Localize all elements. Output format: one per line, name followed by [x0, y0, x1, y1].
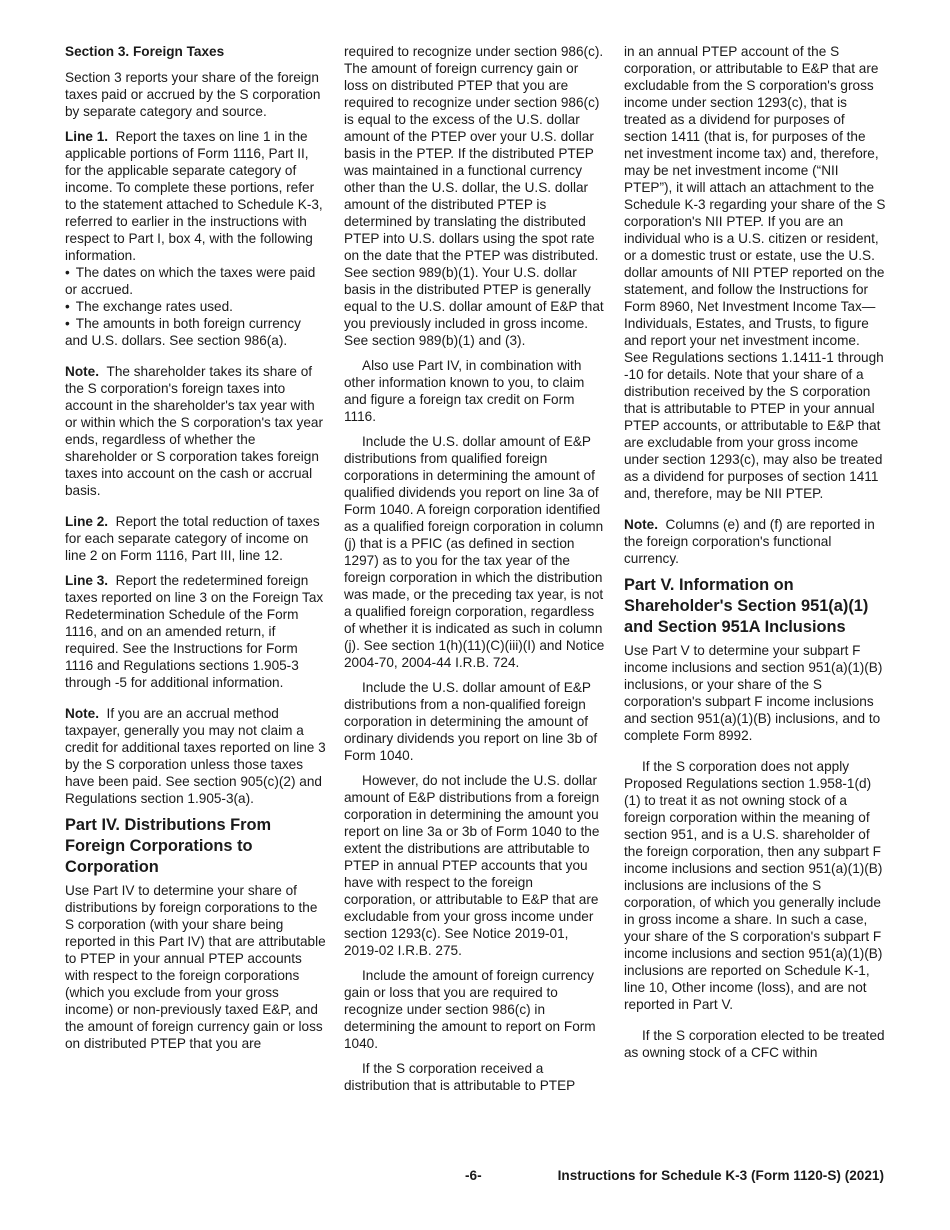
line-3-paragraph	[65, 572, 327, 691]
paragraph: Use Part V to determine your subpart F income inclusions and section 951(a)(1)(B) inclusions, or your share of the S corporation's subpart F income inclusions and section 951(a)(1)(B) inclusions, and to complete Form 8992.	[624, 643, 883, 743]
paragraph: Also use Part IV, in combination with other information known to you, to claim and figure a foreign tax credit on Form 1116.	[344, 358, 585, 424]
line-1-label: Line 1.	[65, 129, 109, 144]
note-1-text: The shareholder takes its share of the S corporation's foreign taxes into account in the shareholder's tax year with or within which the S corporation's tax year ends, regardless of whether the shareholder or S corporation takes foreign taxes into account on the cash or accrual basis.	[65, 364, 323, 498]
column-1	[65, 43, 327, 1060]
note-label: Note.	[624, 517, 658, 532]
note-1-paragraph	[65, 363, 327, 499]
paragraph: required to recognize under section 986(c). The amount of foreign currency gain or loss on distributed PTEP that you are required to recognize under section 986(c) is equal to the excess of the U.S. dollar amount of the PTEP over your U.S. dollar basis in the PTEP. If the distributed PTEP was maintained in a functional currency other than the U.S. dollar, the U.S. dollar amount of the distributed PTEP is determined by translating the distributed PTEP into U.S. dollars using the spot rate on the date that the PTEP was distributed. See section 989(b)(1). Your U.S. dollar basis in the distributed PTEP is generally equal to the U.S. dollar amount of E&P that you previously included in gross income. See section 989(b)(1) and (3).	[344, 44, 604, 348]
section-3-heading: Section 3. Foreign Taxes	[65, 44, 225, 59]
note-2-label: Note.	[65, 706, 99, 721]
note-paragraph	[624, 516, 886, 567]
bullet-item: • The amounts in both foreign currency and U.S. dollars. See section 986(a).	[65, 315, 327, 349]
note-2-text: If you are an accrual method taxpayer, generally you may not claim a credit for additional taxes reported on line 3 by the S corporation unless those taxes have been paid. See section 905(c)(2) and Regulations section 1.905-3(a).	[65, 706, 326, 806]
paragraph: If the S corporation elected to be treated as owning stock of a CFC within	[624, 1028, 885, 1060]
part-5-heading: Part V. Information on Shareholder's Section 951(a)(1) and Section 951A Inclusions	[624, 576, 869, 636]
line-1-bullets	[65, 264, 327, 349]
line-2-label: Line 2.	[65, 514, 109, 529]
line-2-text: Report the total reduction of taxes for each separate category of income on line 2 on Form 1116, Part III, line 12.	[65, 514, 320, 563]
paragraph: Include the U.S. dollar amount of E&P distributions from qualified foreign corporations in determining the amount of qualified dividends you report on line 3a of Form 1040. A foreign corporation identified as a qualified foreign corporation in column (j) that is a PFIC (as defined in section 1297) as to you for the tax year of the foreign corporation in which the distribution was made, or the preceding tax year, is not a qualified foreign corporation, regardless of whether it is indicated as such in column (j). See section 1(h)(11)(C)(iii)(I) and Notice 2004-70, 2004-44 I.R.B. 724.	[344, 434, 605, 670]
column-3	[624, 43, 886, 1069]
page-number: -6-	[465, 1168, 482, 1183]
paragraph: If the S corporation received a distribution that is attributable to PTEP	[344, 1061, 576, 1093]
line-1-paragraph	[65, 128, 327, 264]
note-2-paragraph	[65, 705, 327, 807]
paragraph: If the S corporation does not apply Proposed Regulations section 1.958-1(d)(1) to treat it as not owning stock of a foreign corporation within the meaning of section 951, and is a U.S. shareholder of the foreign corporation, then any subpart F income inclusions and section 951(a)(1)(B) inclusions are inclusions of the S corporation, of which you generally include in gross income a share. In such a case, your share of the S corporation's subpart F income inclusions and section 951(a)(1)(B) inclusions are reported on Schedule K-1, line 10, Other income (loss), and are not reported in Part V.	[624, 759, 883, 1012]
page-footer	[0, 1168, 950, 1188]
line-3-label: Line 3.	[65, 573, 109, 588]
note-1-label: Note.	[65, 364, 99, 379]
line-2-paragraph	[65, 513, 327, 564]
paragraph: Include the amount of foreign currency gain or loss that you are required to recognize under section 986(c) in determining the amount to report on Form 1040.	[344, 968, 596, 1051]
bullet-item: • The exchange rates used.	[65, 298, 327, 315]
bullet-item: • The dates on which the taxes were paid or accrued.	[65, 264, 327, 298]
section-3-intro: Section 3 reports your share of the foreign taxes paid or accrued by the S corporation by separate category and source.	[65, 70, 321, 119]
line-3-text: Report the redetermined foreign taxes reported on line 3 on the Foreign Tax Redetermination Schedule of the Form 1116, and on an amended return, if required. See the Instructions for Form 1116 and Regulations sections 1.905-3 through -5 for additional information.	[65, 573, 324, 690]
part-4-heading: Part IV. Distributions From Foreign Corporations to Corporation	[65, 816, 272, 876]
paragraph: Include the U.S. dollar amount of E&P distributions from a non-qualified foreign corporation in determining the amount of ordinary dividends you report on line 3b of Form 1040.	[344, 680, 598, 763]
paragraph: However, do not include the U.S. dollar amount of E&P distributions from a foreign corporation in determining the amount you report on line 3a or 3b of Form 1040 to the extent the distributions are attributable to PTEP in annual PTEP accounts that you have with respect to the foreign corporation, or attributable to E&P that are excludable from your gross income under section 1293(c). See Notice 2019-01, 2019-02 I.R.B. 275.	[344, 773, 600, 958]
part-4-paragraph: Use Part IV to determine your share of distributions by foreign corporations to the S corporation (with your share being reported in this Part IV) that are attributable to PTEP in your annual PTEP accounts with respect to the foreign corporations (which you exclude from your gross income) or non-previously taxed E&P, and the amount of foreign currency gain or loss on distributed PTEP that you are	[65, 883, 326, 1051]
line-1-text: Report the taxes on line 1 in the applicable portions of Form 1116, Part II, for the applicable separate category of income. To complete these portions, refer to the statement attached to Schedule K-3, referred to earlier in the instructions with respect to Part I, box 4, with the following information.	[65, 129, 323, 263]
column-2	[344, 43, 606, 1102]
note-text: Columns (e) and (f) are reported in the foreign corporation's functional currency.	[624, 517, 875, 566]
footer-title: Instructions for Schedule K-3 (Form 1120-S) (2021)	[557, 1168, 884, 1183]
paragraph: in an annual PTEP account of the S corporation, or attributable to E&P that are excludable from the S corporation's gross income under section 1293(c), that is treated as a dividend for purposes of section 1411 (that is, for purposes of the net investment income tax) and, therefore, may be net investment income (“NII PTEP”), it will attach an attachment to the Schedule K-3 regarding your share of the S corporation's NII PTEP. If you are an individual who is a U.S. citizen or resident, or a domestic trust or estate, use the U.S. dollar amounts of NII PTEP reported on the statement, and follow the Instructions for Form 8960, Net Investment Income Tax— Individuals, Estates, and Trusts, to figure and report your net investment income. See Regulations sections 1.1411-1 through -10 for details. Note that your share of a distribution received by the S corporation that is attributable to PTEP in your annual PTEP accounts, or attributable to E&P that are excludable from your gross income under section 1293(c), may also be treated as a dividend for purposes of section 1411 and, therefore, may be NII PTEP.	[624, 44, 886, 501]
